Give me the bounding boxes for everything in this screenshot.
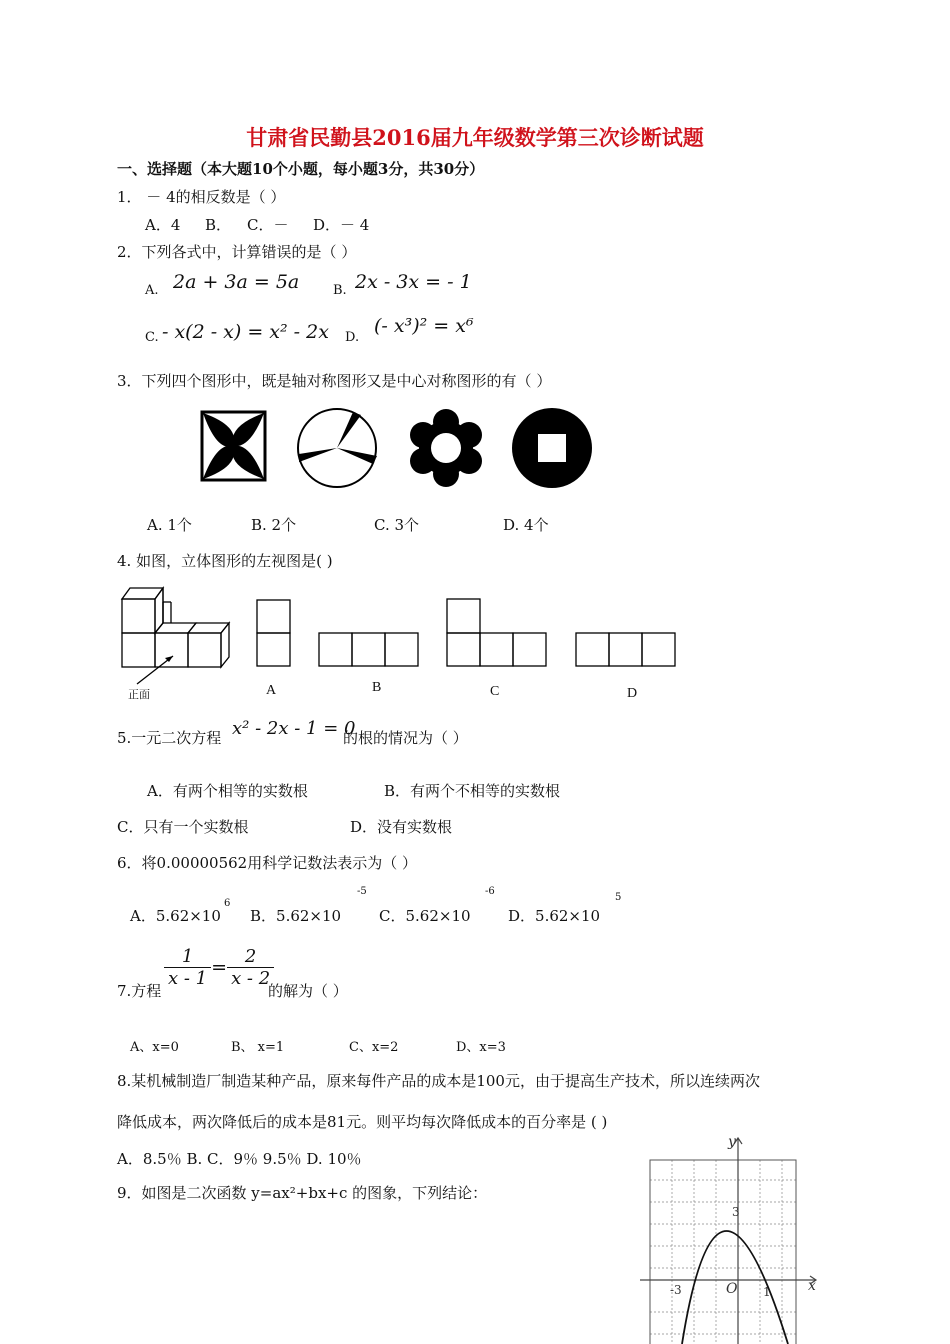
q7-equals: =: [211, 956, 228, 979]
question-6-stem: 6．将0.00000562用科学记数法表示为（ ）: [117, 854, 417, 872]
q3-option-a: A. 1个: [147, 516, 192, 534]
q5-equation: x² - 2x - 1 = 0: [232, 718, 356, 739]
q3-figures: [195, 404, 600, 496]
q6-option-b: B．5.62×10: [250, 907, 342, 925]
q7-option-d: D、x=3: [456, 1040, 506, 1055]
q1-option-a: A．4: [145, 216, 181, 234]
q6-option-b-exp: -5: [357, 886, 367, 897]
graph-grid: [650, 1160, 796, 1344]
question-4-stem: 4. 如图，立体图形的左视图是( ): [117, 552, 333, 570]
q6-option-a-exp: 6: [224, 898, 231, 909]
q6-option-c-exp: -6: [485, 886, 495, 897]
q1-option-b: B．: [205, 216, 232, 234]
question-5-suffix: 的根的情况为（ ）: [343, 729, 468, 747]
figure-square-x: [202, 412, 265, 480]
q3-option-c: C. 3个: [374, 516, 420, 534]
question-5-prefix: 5.一元二次方程: [117, 729, 222, 747]
q4-view-c: [447, 599, 546, 666]
page-title: 甘肃省民勤县2016届九年级数学第三次诊断试题: [246, 125, 704, 150]
figure-flower: [410, 409, 482, 487]
q5-option-d: D．没有实数根: [350, 818, 453, 836]
q2-option-d-formula: (- x³)² = x⁶: [374, 315, 474, 337]
question-3-stem: 3．下列四个图形中，既是轴对称图形又是中心对称图形的有（ ）: [117, 372, 552, 390]
question-2-stem: 2．下列各式中，计算错误的是（ ）: [117, 243, 357, 261]
question-9-stem: 9．如图是二次函数 y=ax²+bx+c 的图象，下列结论：: [117, 1184, 488, 1202]
q1-option-c: C．－: [247, 216, 289, 234]
tick-label-1: 1: [763, 1285, 771, 1299]
q4-label-c: C: [490, 684, 500, 699]
q7-option-b: B、 x=1: [231, 1040, 285, 1055]
q7-lhs-fraction: [164, 946, 211, 989]
q7-lhs-numerator: 1: [164, 946, 211, 968]
tick-label-3: 3: [732, 1205, 740, 1219]
q6-option-a: A．5.62×10: [130, 907, 221, 925]
y-axis-label: y: [728, 1134, 736, 1150]
q2-option-a-formula: 2a + 3a = 5a: [173, 271, 300, 293]
q2-option-b-label: B.: [333, 283, 347, 298]
q7-lhs-denominator: x - 1: [168, 968, 208, 989]
q7-rhs-denominator: x - 2: [231, 968, 271, 989]
q4-view-a: [257, 600, 290, 666]
q5-option-a: A．有两个相等的实数根: [147, 782, 308, 800]
q1-option-d: D．－ 4: [313, 216, 370, 234]
q3-option-b: B. 2个: [251, 516, 297, 534]
q2-option-c-formula: - x(2 - x) = x² - 2x: [162, 321, 329, 343]
q3-option-d: D. 4个: [503, 516, 549, 534]
origin-label: O: [726, 1281, 738, 1297]
q2-option-b-formula: 2x - 3x = - 1: [355, 271, 472, 293]
x-axis-label: x: [808, 1278, 816, 1294]
tick-label-neg3: -3: [670, 1283, 682, 1297]
q6-option-d: D．5.62×10: [508, 907, 601, 925]
q6-option-d-exp: 5: [615, 892, 622, 903]
q2-option-d-label: D.: [345, 330, 360, 345]
q7-equation: [164, 946, 274, 989]
q2-option-c-label: C.: [145, 330, 159, 345]
q2-option-a-label: A.: [145, 283, 159, 298]
q4-view-b: [319, 633, 418, 666]
parabola-graph: [630, 1130, 830, 1344]
q4-figures: [115, 582, 685, 687]
question-8-line2: 降低成本，两次降低后的成本是81元。则平均每次降低成本的百分率是 ( ): [117, 1113, 608, 1131]
q5-option-b: B．有两个不相等的实数根: [384, 782, 561, 800]
figure-circle-three-blades: [298, 409, 377, 487]
section-heading: 一、选择题（本大题10个小题，每小题3分，共30分）: [117, 160, 485, 178]
q4-label-d: D: [627, 686, 638, 701]
question-1-stem: 1． － 4的相反数是（ ）: [117, 188, 286, 206]
question-7-suffix: 的解为（ ）: [268, 982, 348, 1000]
q7-option-a: A、x=0: [130, 1040, 179, 1055]
q4-label-a: A: [266, 683, 277, 698]
q7-option-c: C、x=2: [349, 1040, 399, 1055]
q4-label-b: B: [372, 680, 382, 695]
q6-option-c: C．5.62×10: [379, 907, 471, 925]
figure-coin: [512, 408, 592, 488]
q4-view-d: [576, 633, 675, 666]
q8-options: A．8.5％ B. C．9％ 9.5％ D. 10％: [117, 1150, 362, 1168]
q4-front-label: 正面: [128, 688, 150, 701]
q7-rhs-numerator: 2: [227, 946, 274, 968]
question-7-prefix: 7.方程: [117, 982, 162, 1000]
question-8-line1: 8.某机械制造厂制造某种产品，原来每件产品的成本是100元，由于提高生产技术，所以连续两次: [117, 1072, 760, 1090]
q5-option-c: C．只有一个实数根: [117, 818, 249, 836]
q4-solid-figure: [122, 588, 229, 684]
